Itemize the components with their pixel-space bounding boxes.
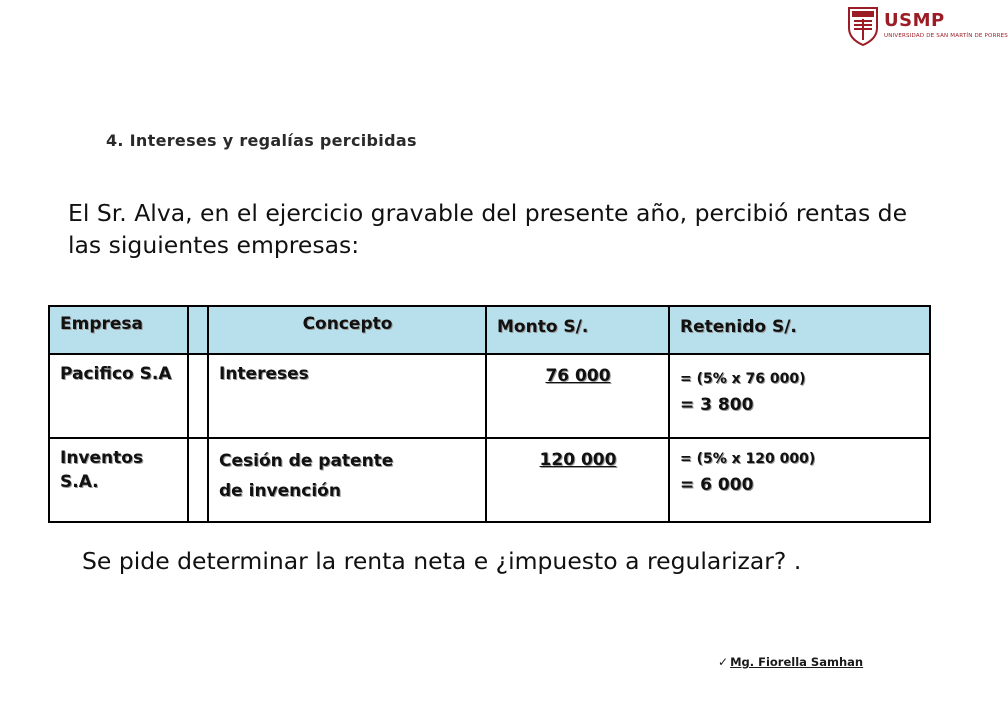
header-concepto: Concepto: [208, 306, 486, 354]
cell-retenido: = (5% x 120 000) = 6 000: [669, 438, 930, 522]
header-monto: Monto S/.: [486, 306, 669, 354]
cell-empresa: Pacifico S.A: [49, 354, 188, 438]
income-table: [48, 305, 931, 523]
cell-concepto: Intereses: [208, 354, 486, 438]
author-name: Mg. Fiorella Samhan: [730, 655, 864, 669]
author-credit: [718, 655, 863, 669]
logo-subtitle: UNIVERSIDAD DE SAN MARTÍN DE PORRES: [884, 33, 1008, 39]
intro-paragraph: El Sr. Alva, en el ejercicio gravable del presente año, percibió rentas de las siguientes empresas:: [68, 199, 908, 259]
usmp-logo: [846, 6, 1008, 48]
cell-empresa: Inventos S.A.: [49, 438, 188, 522]
header-retenido: Retenido S/.: [669, 306, 930, 354]
table-row: [49, 354, 930, 438]
table-header-row: [49, 306, 930, 354]
question-text: Se pide determinar la renta neta e ¿impuesto a regularizar? .: [82, 547, 802, 575]
table-row: [49, 438, 930, 522]
university-shield-icon: [846, 6, 880, 46]
header-empresa: Empresa: [49, 306, 188, 354]
checkmark-icon: ✓: [718, 655, 729, 669]
cell-spacer: [188, 438, 208, 522]
cell-spacer: [188, 354, 208, 438]
header-spacer: [188, 306, 208, 354]
logo-text: USMP: [884, 10, 945, 31]
cell-retenido: = (5% x 76 000) = 3 800: [669, 354, 930, 438]
cell-monto: 76 000: [486, 354, 669, 438]
cell-concepto: Cesión de patente de invención: [208, 438, 486, 522]
section-title: 4. Intereses y regalías percibidas: [106, 131, 417, 150]
cell-monto: 120 000: [486, 438, 669, 522]
